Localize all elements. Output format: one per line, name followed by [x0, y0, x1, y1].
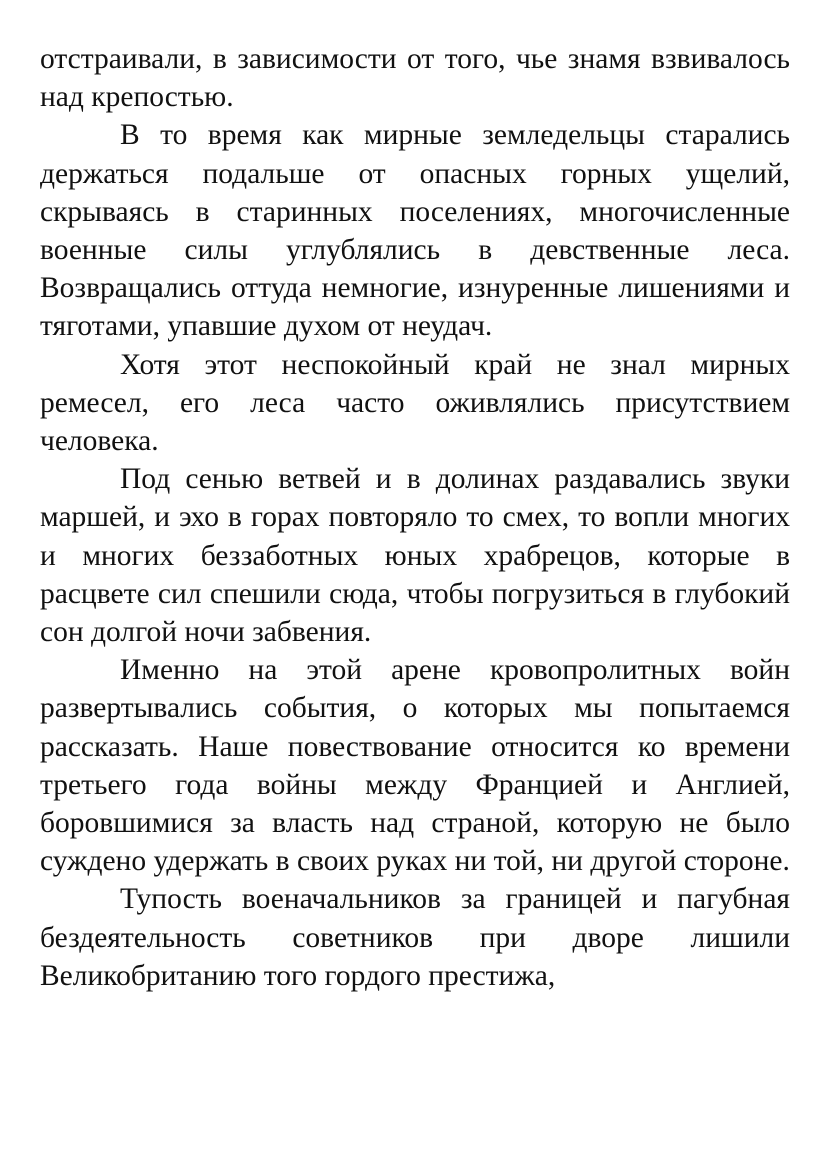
paragraph-6: Тупость военачальников за границей и пагубная бездеятельность советников при дворе лишили Великобританию того гордого престижа, [40, 883, 790, 992]
paragraph-4: Под сенью ветвей и в долинах раздавались звуки маршей, и эхо в горах повторяло то смех, то вопли многих и многих беззаботных юных храбрецов, которые в расцвете сил спешили сюда, чтобы погрузиться в глубокий сон долгой ночи забвения. [40, 463, 790, 649]
paragraph-5: Именно на этой арене кровопролитных войн развертывались события, о которых мы попытаемся рассказать. Наше повествование относится ко времени третьего года войны между Францией и Англией, боровшимися за власть над страной, которую не было суждено удержать в своих руках ни той, ни другой стороне. [40, 654, 790, 878]
paragraph-3: Хотя этот неспокойный край не знал мирных ремесел, его леса часто оживлялись присутствием человека. [40, 348, 790, 458]
document-page [40, 40, 790, 995]
paragraph-2: В то время как мирные земледельцы старались держаться подальше от опасных горных ущелий, скрываясь в старинных поселениях, многочисленные военные силы углублялись в девственные леса. Возвращались оттуда немногие, изнуренные лишениями и тяготами, упавшие духом от неудач. [40, 119, 790, 343]
paragraph-1: отстраивали, в зависимости от того, чье знамя взвивалось над крепостью. [40, 43, 790, 114]
